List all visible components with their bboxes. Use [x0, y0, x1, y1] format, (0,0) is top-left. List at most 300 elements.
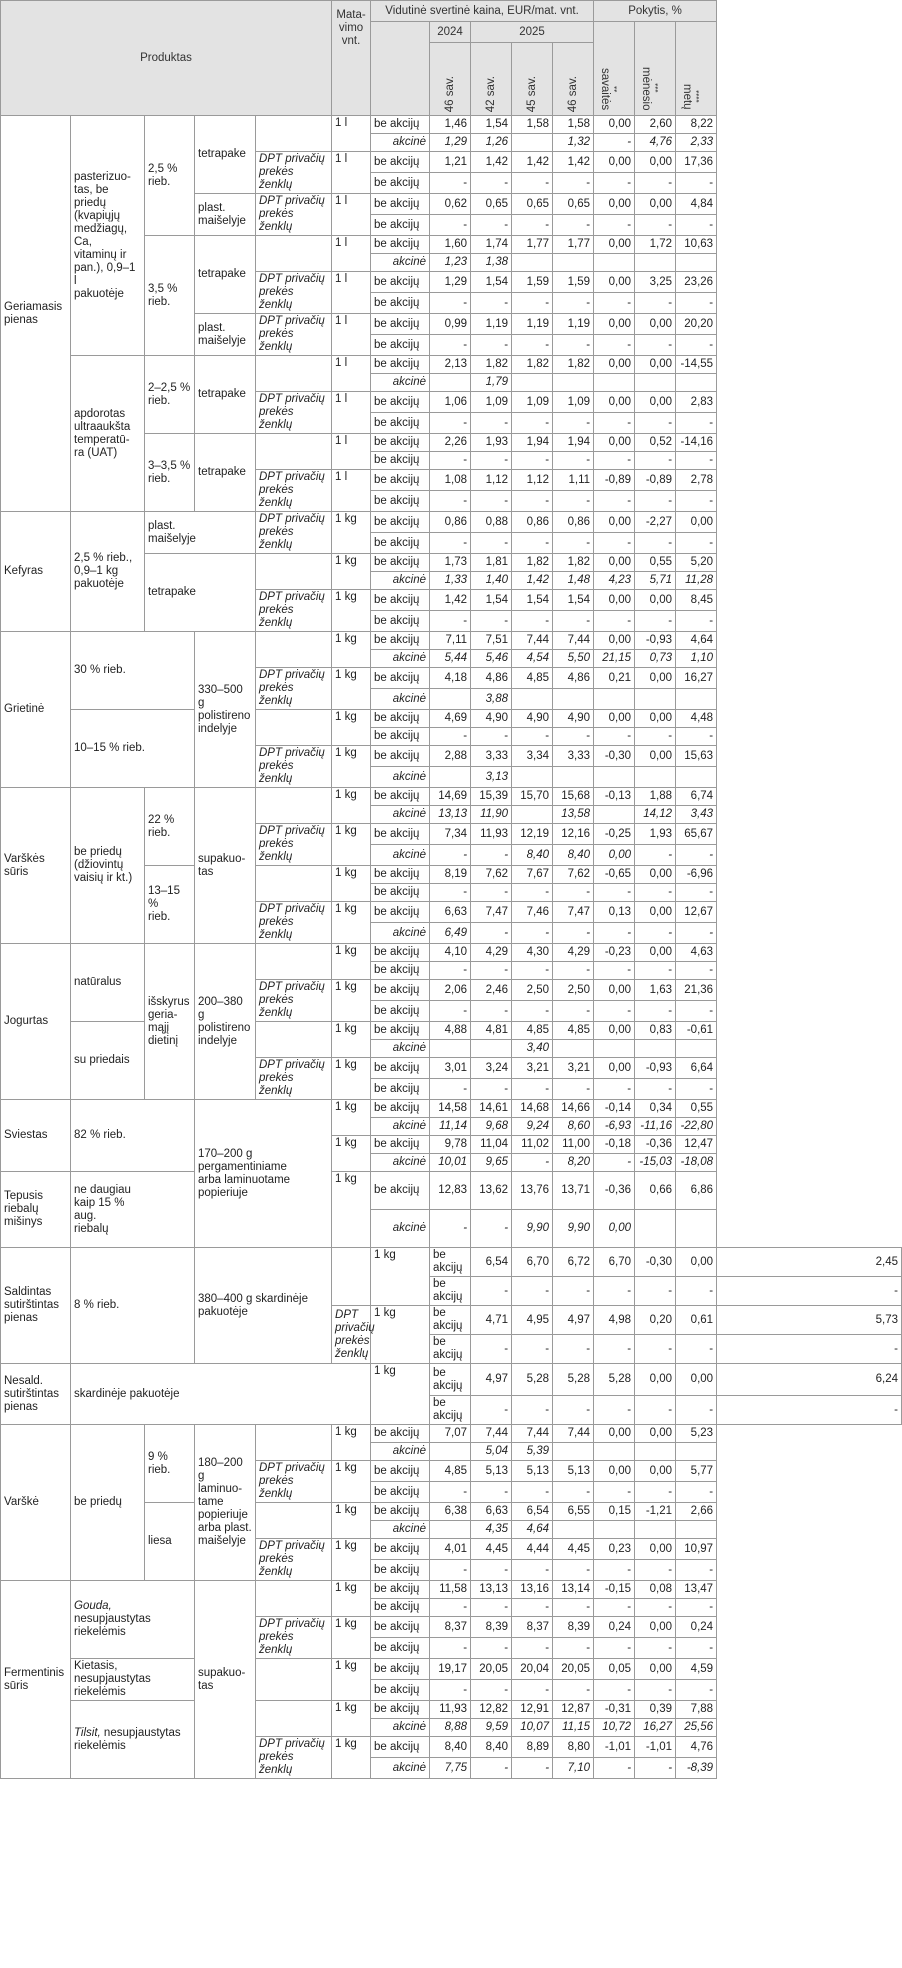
- product-attribute: liesa: [145, 1503, 195, 1581]
- change-cell: [594, 1443, 635, 1461]
- product-attribute: 10–15 % rieb.: [71, 710, 195, 788]
- change-cell: -: [635, 611, 676, 632]
- price-cell: 0,86: [512, 512, 553, 533]
- unit-cell: 1 kg: [332, 1461, 371, 1503]
- price-cell: [471, 1040, 512, 1058]
- price-cell: 7,62: [471, 866, 512, 884]
- price-cell: 4,90: [553, 710, 594, 728]
- change-cell: 6,24: [717, 1364, 902, 1396]
- price-cell: -: [430, 1482, 471, 1503]
- price-cell: 5,04: [471, 1443, 512, 1461]
- price-cell: [553, 374, 594, 392]
- promo-cell: be akcijų: [371, 470, 430, 491]
- promo-cell: akcinė: [371, 572, 430, 590]
- unit-cell: 1 l: [332, 194, 371, 236]
- promo-cell: be akcijų: [371, 356, 430, 374]
- price-cell: 4,30: [512, 944, 553, 962]
- price-cell: -: [512, 1638, 553, 1659]
- price-cell: 3,40: [512, 1040, 553, 1058]
- price-cell: 11,00: [553, 1136, 594, 1154]
- price-cell: 4,69: [430, 710, 471, 728]
- price-cell: 2,06: [430, 980, 471, 1001]
- change-cell: 0,00: [635, 314, 676, 335]
- change-cell: [676, 1040, 717, 1058]
- product-group: Varškė: [1, 1425, 71, 1581]
- change-cell: 0,08: [635, 1581, 676, 1599]
- change-cell: -: [676, 1680, 717, 1701]
- product-attribute: 2,5 % rieb., 0,9–1 kg pakuotėje: [71, 512, 145, 632]
- change-cell: -: [594, 452, 635, 470]
- change-cell: -0,89: [594, 470, 635, 491]
- change-cell: -: [594, 1638, 635, 1659]
- price-cell: -: [471, 1680, 512, 1701]
- change-cell: [594, 1521, 635, 1539]
- change-cell: 0,00: [594, 980, 635, 1001]
- price-cell: 14,68: [512, 1100, 553, 1118]
- change-cell: 8,22: [676, 116, 717, 134]
- price-cell: 15,70: [512, 788, 553, 806]
- header-year-2024: 2024: [430, 22, 471, 43]
- unit-cell: 1 kg: [332, 1425, 371, 1461]
- promo-cell: be akcijų: [371, 590, 430, 611]
- promo-cell: be akcijų: [371, 554, 430, 572]
- price-cell: 1,33: [430, 572, 471, 590]
- promo-cell: be akcijų: [371, 1680, 430, 1701]
- price-cell: -: [553, 1599, 594, 1617]
- change-cell: -: [594, 335, 635, 356]
- price-cell: 12,91: [512, 1701, 553, 1719]
- change-cell: -: [676, 1560, 717, 1581]
- promo-cell: be akcijų: [371, 314, 430, 335]
- change-cell: 0,00: [594, 272, 635, 293]
- change-cell: 0,00: [594, 1461, 635, 1482]
- product-group: Nesald. sutirštintas pienas: [1, 1364, 71, 1425]
- price-cell: -: [430, 884, 471, 902]
- product-attribute: 30 % rieb.: [71, 632, 195, 710]
- price-cell: -: [471, 1079, 512, 1100]
- change-cell: 0,00: [635, 1364, 676, 1396]
- change-cell: [594, 689, 635, 710]
- promo-cell: be akcijų: [371, 1659, 430, 1680]
- change-cell: [676, 767, 717, 788]
- price-cell: 7,07: [430, 1425, 471, 1443]
- price-cell: 1,82: [471, 356, 512, 374]
- price-cell: -: [512, 923, 553, 944]
- price-cell: 9,65: [471, 1154, 512, 1172]
- price-cell: -: [512, 413, 553, 434]
- price-cell: 0,65: [512, 194, 553, 215]
- change-cell: -: [635, 1396, 676, 1425]
- change-cell: -0,61: [676, 1022, 717, 1040]
- change-cell: 0,00: [594, 590, 635, 611]
- price-cell: 4,81: [471, 1022, 512, 1040]
- price-cell: 0,65: [553, 194, 594, 215]
- promo-cell: be akcijų: [430, 1306, 471, 1335]
- header-week-2025-42: 42 sav.: [471, 43, 512, 116]
- change-cell: 4,23: [594, 572, 635, 590]
- price-cell: 8,40: [430, 1737, 471, 1758]
- price-cell: -: [430, 452, 471, 470]
- change-cell: 0,73: [635, 650, 676, 668]
- price-cell: [512, 806, 553, 824]
- price-cell: [512, 374, 553, 392]
- product-attribute: tetrapake: [145, 554, 256, 632]
- change-cell: 11,28: [676, 572, 717, 590]
- price-cell: 8,39: [471, 1617, 512, 1638]
- promo-cell: akcinė: [371, 1758, 430, 1779]
- price-cell: 1,82: [512, 356, 553, 374]
- change-cell: -: [594, 923, 635, 944]
- price-cell: 13,76: [512, 1172, 553, 1210]
- change-cell: -: [594, 533, 635, 554]
- price-cell: 1,42: [512, 152, 553, 173]
- change-cell: -: [594, 173, 635, 194]
- price-cell: -: [553, 1335, 594, 1364]
- change-cell: -0,25: [594, 824, 635, 845]
- promo-cell: akcinė: [371, 374, 430, 392]
- price-cell: 6,70: [594, 1248, 635, 1277]
- product-attribute: 2,5 % rieb.: [145, 116, 195, 236]
- price-cell: -: [471, 1560, 512, 1581]
- price-cell: -: [471, 923, 512, 944]
- change-cell: -: [635, 1758, 676, 1779]
- price-cell: 4,85: [430, 1461, 471, 1482]
- price-cell: -: [512, 533, 553, 554]
- promo-cell: be akcijų: [371, 194, 430, 215]
- price-cell: -: [553, 884, 594, 902]
- change-cell: [635, 1210, 676, 1248]
- table-header: [1, 1, 902, 116]
- brand-cell: DPT privačių prekės ženklų: [256, 902, 332, 944]
- header-week-2025-46: 46 sav.: [553, 43, 594, 116]
- change-cell: 0,00: [594, 1058, 635, 1079]
- change-cell: 0,00: [594, 554, 635, 572]
- price-cell: -: [471, 728, 512, 746]
- price-cell: 1,77: [512, 236, 553, 254]
- unit-cell: 1 kg: [332, 554, 371, 590]
- price-cell: 1,54: [471, 590, 512, 611]
- price-cell: -: [430, 413, 471, 434]
- price-cell: 1,54: [471, 116, 512, 134]
- change-cell: 0,00: [635, 356, 676, 374]
- price-cell: [553, 1521, 594, 1539]
- price-cell: 7,62: [553, 866, 594, 884]
- price-cell: 1,94: [512, 434, 553, 452]
- promo-cell: be akcijų: [371, 1503, 430, 1521]
- price-cell: -: [471, 1001, 512, 1022]
- product-attribute: Tilsit, nesupjaustytas riekelėmis: [71, 1701, 195, 1779]
- price-cell: 14,61: [471, 1100, 512, 1118]
- price-cell: 8,20: [553, 1154, 594, 1172]
- price-cell: 15,39: [471, 788, 512, 806]
- price-cell: 1,26: [471, 134, 512, 152]
- change-cell: -: [594, 1482, 635, 1503]
- product-attribute: ne daugiau kaip 15 % aug. riebalų: [71, 1172, 195, 1248]
- promo-cell: akcinė: [371, 1521, 430, 1539]
- change-cell: [676, 1521, 717, 1539]
- change-cell: -0,15: [594, 1581, 635, 1599]
- product-attribute: [256, 1022, 332, 1058]
- change-cell: -: [635, 962, 676, 980]
- change-cell: [594, 806, 635, 824]
- product-group: Geriamasis pienas: [1, 116, 71, 512]
- table-row: [1, 710, 902, 728]
- price-cell: [553, 1443, 594, 1461]
- price-cell: -: [430, 845, 471, 866]
- price-cell: 1,09: [512, 392, 553, 413]
- price-cell: 11,93: [430, 1701, 471, 1719]
- change-cell: 0,00: [635, 1617, 676, 1638]
- price-cell: 1,59: [512, 272, 553, 293]
- product-attribute: [256, 710, 332, 746]
- product-attribute: [256, 1701, 332, 1737]
- price-cell: 0,99: [430, 314, 471, 335]
- promo-cell: be akcijų: [371, 824, 430, 845]
- unit-cell: 1 kg: [332, 1100, 371, 1136]
- price-cell: 8,40: [512, 845, 553, 866]
- change-cell: 1,72: [635, 236, 676, 254]
- change-cell: -: [594, 413, 635, 434]
- price-cell: [553, 1040, 594, 1058]
- price-cell: -: [553, 728, 594, 746]
- promo-cell: akcinė: [371, 134, 430, 152]
- product-attribute: Gouda, nesupjaustytas riekelėmis: [71, 1581, 195, 1659]
- price-cell: -: [553, 215, 594, 236]
- promo-cell: akcinė: [371, 845, 430, 866]
- price-cell: 1,82: [553, 554, 594, 572]
- promo-cell: be akcijų: [371, 491, 430, 512]
- price-cell: -: [430, 1560, 471, 1581]
- promo-cell: be akcijų: [371, 452, 430, 470]
- price-cell: 1,19: [471, 314, 512, 335]
- price-cell: 6,38: [430, 1503, 471, 1521]
- change-cell: -: [635, 452, 676, 470]
- change-cell: -14,16: [676, 434, 717, 452]
- price-cell: 3,24: [471, 1058, 512, 1079]
- promo-cell: be akcijų: [371, 746, 430, 767]
- change-cell: -: [676, 1638, 717, 1659]
- price-cell: 1,93: [471, 434, 512, 452]
- change-cell: -: [594, 1680, 635, 1701]
- price-cell: -: [553, 173, 594, 194]
- change-cell: 20,20: [676, 314, 717, 335]
- change-cell: -: [635, 884, 676, 902]
- product-attribute: [256, 632, 332, 668]
- brand-cell: DPT privačių prekės ženklų: [256, 1058, 332, 1100]
- price-cell: 7,67: [512, 866, 553, 884]
- promo-cell: be akcijų: [371, 1425, 430, 1443]
- price-cell: 1,32: [553, 134, 594, 152]
- change-cell: 2,60: [635, 116, 676, 134]
- unit-cell: 1 kg: [332, 824, 371, 866]
- change-cell: 0,00: [635, 710, 676, 728]
- brand-cell: DPT privačių prekės ženklų: [256, 1617, 332, 1659]
- price-cell: -: [553, 293, 594, 314]
- change-cell: -: [635, 1335, 676, 1364]
- price-cell: -: [512, 728, 553, 746]
- price-cell: 3,01: [430, 1058, 471, 1079]
- price-cell: 6,70: [512, 1248, 553, 1277]
- promo-cell: be akcijų: [371, 1617, 430, 1638]
- promo-cell: akcinė: [371, 1118, 430, 1136]
- change-cell: 13,47: [676, 1581, 717, 1599]
- change-cell: 0,00: [594, 314, 635, 335]
- product-attribute: apdorotas ultraaukšta temperatū- ra (UAT): [71, 356, 145, 512]
- change-cell: -: [635, 335, 676, 356]
- price-cell: 10,01: [430, 1154, 471, 1172]
- change-cell: 4,64: [676, 632, 717, 650]
- table-row: [1, 1022, 902, 1040]
- change-cell: -0,89: [635, 470, 676, 491]
- product-group: Sviestas: [1, 1100, 71, 1172]
- brand-cell: DPT privačių prekės ženklų: [332, 1306, 371, 1364]
- price-cell: 1,58: [512, 116, 553, 134]
- unit-cell: 1 kg: [332, 902, 371, 944]
- product-attribute: [332, 1248, 371, 1306]
- promo-cell: be akcijų: [371, 1461, 430, 1482]
- price-cell: [512, 254, 553, 272]
- change-cell: -: [594, 1079, 635, 1100]
- price-cell: -: [471, 962, 512, 980]
- change-cell: [635, 689, 676, 710]
- product-attribute: pasterizuo- tas, be priedų (kvapiųjų medžiagų, Ca, vitaminų ir pan.), 0,9–1 l pakuotėje: [71, 116, 145, 356]
- price-cell: 4,88: [430, 1022, 471, 1040]
- price-cell: 5,46: [471, 650, 512, 668]
- promo-cell: be akcijų: [371, 215, 430, 236]
- promo-cell: be akcijų: [430, 1396, 471, 1425]
- price-cell: -: [553, 1001, 594, 1022]
- change-cell: -14,55: [676, 356, 717, 374]
- price-cell: -: [594, 1277, 635, 1306]
- unit-cell: 1 kg: [332, 668, 371, 710]
- price-cell: -: [471, 413, 512, 434]
- product-attribute: Kietasis, nesupjaustytas riekelėmis: [71, 1659, 195, 1701]
- brand-cell: DPT privačių prekės ženklų: [256, 152, 332, 194]
- promo-cell: be akcijų: [371, 335, 430, 356]
- price-cell: 4,98: [594, 1306, 635, 1335]
- price-cell: 1,82: [512, 554, 553, 572]
- product-attribute: 22 % rieb.: [145, 788, 195, 866]
- price-cell: -: [553, 1277, 594, 1306]
- change-cell: 2,66: [676, 1503, 717, 1521]
- unit-cell: 1 kg: [371, 1248, 430, 1306]
- price-cell: 4,29: [471, 944, 512, 962]
- product-attribute: 170–200 g pergamentiniame arba laminuotame popieriuje: [195, 1100, 332, 1248]
- price-cell: [430, 1443, 471, 1461]
- product-group: Fermentinis sūris: [1, 1581, 71, 1779]
- price-cell: -: [512, 335, 553, 356]
- price-cell: 8,60: [553, 1118, 594, 1136]
- change-cell: 0,00: [594, 194, 635, 215]
- price-cell: [430, 374, 471, 392]
- product-attribute: [256, 866, 332, 902]
- unit-cell: 1 kg: [332, 1617, 371, 1659]
- price-cell: -: [430, 173, 471, 194]
- price-cell: -: [430, 491, 471, 512]
- change-cell: -: [594, 491, 635, 512]
- price-cell: 4,90: [471, 710, 512, 728]
- price-cell: 1,40: [471, 572, 512, 590]
- promo-cell: be akcijų: [371, 902, 430, 923]
- price-cell: 1,21: [430, 152, 471, 173]
- change-cell: 2,83: [676, 392, 717, 413]
- promo-cell: be akcijų: [371, 272, 430, 293]
- change-cell: -: [635, 1599, 676, 1617]
- price-cell: [430, 767, 471, 788]
- price-cell: 7,44: [512, 1425, 553, 1443]
- product-attribute: 180–200 g laminuo- tame popieriuje arba plast. maišelyje: [195, 1425, 256, 1581]
- price-cell: 1,12: [471, 470, 512, 491]
- change-cell: 7,88: [676, 1701, 717, 1719]
- price-cell: -: [553, 611, 594, 632]
- change-cell: -: [676, 962, 717, 980]
- header-change-week: savaitės **: [594, 22, 635, 116]
- price-cell: 7,10: [553, 1758, 594, 1779]
- product-attribute: tetrapake: [195, 434, 256, 512]
- change-cell: -6,96: [676, 866, 717, 884]
- change-cell: 0,00: [594, 512, 635, 533]
- price-cell: -: [512, 1154, 553, 1172]
- change-cell: [594, 254, 635, 272]
- price-cell: 1,38: [471, 254, 512, 272]
- change-cell: -: [635, 173, 676, 194]
- change-cell: 0,00: [635, 1425, 676, 1443]
- change-cell: 0,00: [594, 392, 635, 413]
- promo-cell: be akcijų: [371, 533, 430, 554]
- change-cell: -18,08: [676, 1154, 717, 1172]
- price-cell: 13,13: [430, 806, 471, 824]
- price-cell: 1,81: [471, 554, 512, 572]
- product-attribute: [256, 788, 332, 824]
- promo-cell: be akcijų: [371, 1136, 430, 1154]
- change-cell: 0,00: [594, 845, 635, 866]
- price-cell: 7,47: [471, 902, 512, 923]
- change-cell: 4,48: [676, 710, 717, 728]
- table-row: [1, 356, 902, 374]
- price-cell: -: [471, 293, 512, 314]
- change-cell: 4,84: [676, 194, 717, 215]
- change-cell: 0,15: [594, 1503, 635, 1521]
- price-cell: [430, 689, 471, 710]
- price-cell: [553, 689, 594, 710]
- change-cell: 12,47: [676, 1136, 717, 1154]
- price-cell: -: [553, 1680, 594, 1701]
- promo-cell: akcinė: [371, 689, 430, 710]
- change-cell: 1,63: [635, 980, 676, 1001]
- change-cell: 5,23: [676, 1425, 717, 1443]
- change-cell: -: [594, 1154, 635, 1172]
- change-cell: 65,67: [676, 824, 717, 845]
- change-cell: -0,14: [594, 1100, 635, 1118]
- price-cell: 1,09: [471, 392, 512, 413]
- table-row: [1, 1701, 902, 1719]
- change-cell: -: [717, 1335, 902, 1364]
- price-cell: 1,74: [471, 236, 512, 254]
- change-cell: -: [635, 1680, 676, 1701]
- price-cell: -: [512, 1560, 553, 1581]
- change-cell: -: [635, 413, 676, 434]
- unit-cell: 1 kg: [332, 1503, 371, 1539]
- price-cell: 20,05: [553, 1659, 594, 1680]
- price-cell: 3,33: [471, 746, 512, 767]
- change-cell: 1,88: [635, 788, 676, 806]
- change-cell: 10,72: [594, 1719, 635, 1737]
- change-cell: 0,52: [635, 434, 676, 452]
- price-cell: 5,50: [553, 650, 594, 668]
- change-cell: -: [635, 728, 676, 746]
- price-cell: -: [512, 1599, 553, 1617]
- price-cell: -: [512, 1001, 553, 1022]
